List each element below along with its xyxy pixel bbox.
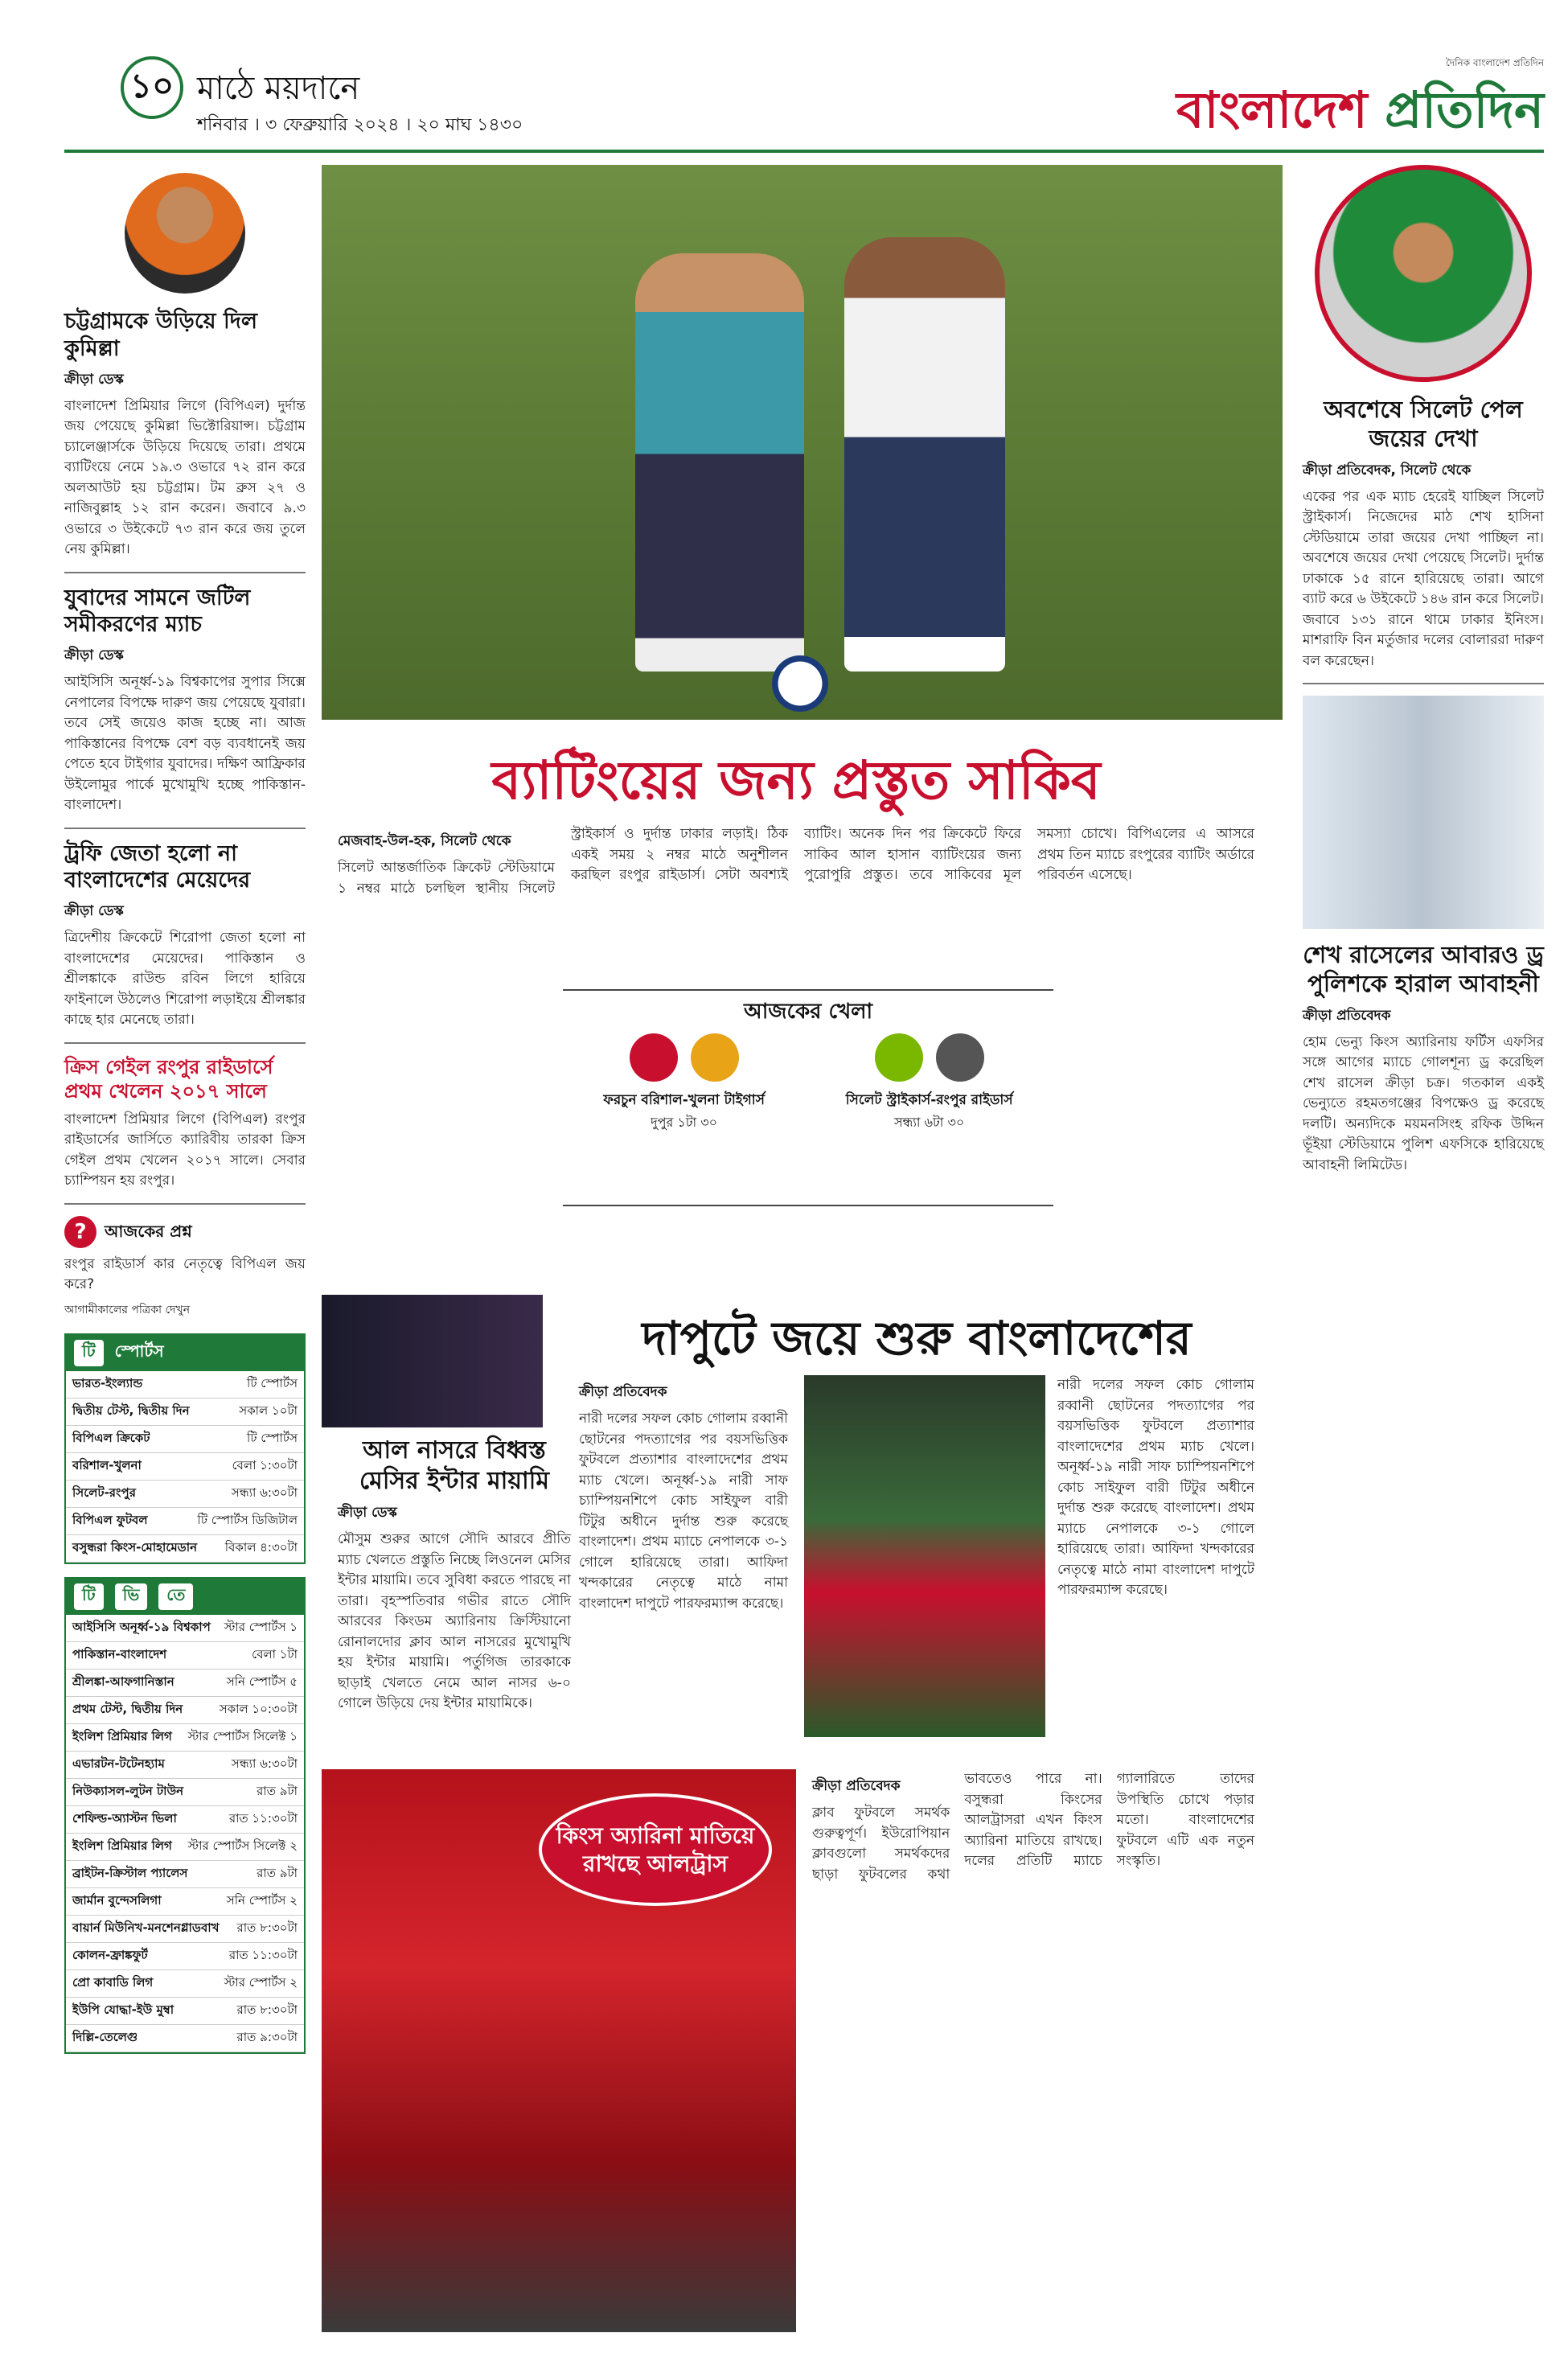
women-story-continued [1057, 1375, 1254, 1601]
schedule-channel-time: টি স্পোর্টস ডিজিটাল [197, 1512, 298, 1527]
schedule-event: বায়ার্ন মিউনিখ-মনশেনগ্লাডবাখ [72, 1920, 220, 1935]
match-item [603, 1033, 765, 1134]
schedule-row [66, 1481, 304, 1508]
todays-matches-card [563, 989, 1053, 1206]
kings-headline-badge [539, 1793, 772, 1906]
schedule-event: নিউক্যাসল-লুটন টাউন [72, 1783, 184, 1798]
keeper-portrait-circle [1315, 165, 1532, 382]
schedule-row [66, 1916, 304, 1943]
schedule-event: ভারত-ইংল্যান্ড [72, 1375, 143, 1390]
left-column [64, 165, 306, 2054]
story-body: ত্রিদেশীয় ক্রিকেটে শিরোপা জেতা হলো না বাংলাদেশের মেয়েদের। পাকিস্তান ও শ্রীলঙ্কাকে রাউন্ড রবিন লিগে হারিয়ে ফাইনালে উঠলেও শিরোপা লড়াইয়ে শ্রীলঙ্কার কাছে হার মেনেছে তারা। [64, 930, 306, 1028]
schedule-event: কোলন-ফ্রাঙ্কফুর্ট [72, 1947, 148, 1962]
schedule-channel-time: বেলা ১টা [252, 1646, 298, 1661]
story-byline: ক্রীড়া প্রতিবেদক [579, 1384, 667, 1400]
schedule-channel-time: রাত ৮:৩০টা [236, 1920, 298, 1935]
schedule-channel-time: রাত ১১:৩০টা [228, 1810, 298, 1826]
schedule-channel-time: স্টার স্পোর্টস ১ [224, 1619, 298, 1634]
schedule-event: পাকিস্তান-বাংলাদেশ [72, 1646, 167, 1661]
story-byline: ক্রীড়া ডেস্ক [338, 1505, 397, 1521]
lead-photo [322, 165, 1283, 720]
story-headline: ক্রিস গেইল রংপুর রাইডার্সে প্রথম খেলেন ২০১৭ সালে [64, 1054, 273, 1103]
team-logo-icon [630, 1033, 678, 1082]
schedule-row [66, 1888, 304, 1916]
schedule-row [66, 1779, 304, 1806]
kings-arena-photo [322, 1769, 796, 2332]
schedule-channel-time: টি স্পোর্টস [247, 1375, 298, 1390]
schedule-event: দিল্লি-তেলেগু [72, 2029, 138, 2044]
schedule-event: বিপিএল ক্রিকেট [72, 1430, 150, 1445]
match-time: সন্ধ্যা ৬টা ৩০ [894, 1114, 965, 1130]
schedule-row [66, 1834, 304, 1861]
header-chip: টি [74, 1340, 104, 1366]
schedule-channel-time: বেলা ১:৩০টা [232, 1457, 298, 1472]
story-body: আইসিসি অনূর্ধ্ব-১৯ বিশ্বকাপের সুপার সিক্সে নেপালের বিপক্ষে দারুণ জয় পেয়েছে যুবারা। তবে সেই জয়েও কাজ হচ্ছে না। আজ পাকিস্তানের বিপক্ষে বেশ বড় ব্যবধানেই জয় পেতে হবে টাইগার যুবাদের। দক্ষিণ আফ্রিকার উইলোমুর পার্কে মুখোমুখি হচ্ছে পাকিস্তান-বাংলাদেশ। [64, 674, 306, 813]
women-headline: দাপুটে জয়ে শুরু বাংলাদেশের [642, 1311, 1192, 1366]
right-column [1303, 165, 1544, 1176]
divider [64, 1042, 306, 1044]
schedule-row [66, 1371, 304, 1399]
schedule-row [66, 2025, 304, 2052]
quiz-note: আগামীকালের পত্রিকা দেখুন [64, 1303, 191, 1316]
schedule-row [66, 1642, 304, 1670]
schedule-row [66, 1970, 304, 1998]
divider [1303, 683, 1544, 684]
schedule-event: আইসিসি অনূর্ধ্ব-১৯ বিশ্বকাপ [72, 1619, 211, 1634]
match-teams: সিলেট স্ট্রাইকার্স-রংপুর রাইডার্স [845, 1091, 1013, 1108]
schedule-row [66, 1943, 304, 1970]
table-body [66, 1615, 304, 2052]
schedule-channel-time: রাত ৯:৩০টা [236, 2029, 298, 2044]
schedule-channel-time: সন্ধ্যা ৬:৩০টা [231, 1485, 298, 1500]
team-logo-icon [936, 1033, 984, 1082]
schedule-event: বসুন্ধরা কিংস-মোহামেডান [72, 1539, 198, 1555]
divider [64, 828, 306, 829]
story-byline: ক্রীড়া ডেস্ক [64, 903, 124, 919]
women-story [579, 1375, 788, 1614]
schedule-channel-time: সকাল ১০টা [239, 1403, 298, 1418]
schedule-event: ইংলিশ প্রিমিয়ার লিগ [72, 1838, 172, 1853]
kings-story [812, 1769, 1254, 1885]
schedule-row [66, 1752, 304, 1779]
divider [64, 572, 306, 573]
schedule-row [66, 1861, 304, 1888]
card-title: আজকের খেলা [743, 1000, 873, 1024]
schedule-channel-time: সকাল ১০:৩০টা [219, 1701, 298, 1716]
table-body [66, 1371, 304, 1563]
story-body: নারী দলের সফল কোচ গোলাম রব্বানী ছোটনের পদত্যাগের পর বয়সভিত্তিক ফুটবলে প্রত্যাশার বাংলাদেশের প্রথম ম্যাচ খেলে। অনূর্ধ্ব-১৯ নারী সাফ চ্যাম্পিয়নশিপে কোচ সাইফুল বারী টিটুর অধীনে দুর্দান্ত শুরু করেছে বাংলাদেশ। প্রথম ম্যাচে নেপালকে ৩-১ গোলে হারিয়েছে তারা। আফিদা খন্দকারের নেতৃত্বে মাঠে নামা বাংলাদেশ দাপুটে পারফরম্যান্স করেছে। [579, 1411, 788, 1612]
team-logo-icon [691, 1033, 739, 1082]
schedule-channel-time: টি স্পোর্টস [247, 1430, 298, 1445]
schedule-event: সিলেট-রংপুর [72, 1485, 136, 1500]
story-headline: চট্টগ্রামকে উড়িয়ে দিল কুমিল্লা [64, 309, 257, 361]
question-icon: ? [64, 1216, 96, 1248]
schedule-channel-time: রাত ৯টা [257, 1865, 298, 1880]
quiz-box [64, 1216, 306, 1248]
schedule-row [66, 1453, 304, 1481]
player-figure [635, 253, 804, 672]
team-logo-icon [875, 1033, 923, 1082]
match-time: দুপুর ১টা ৩০ [651, 1114, 718, 1130]
story-headline: শেখ রাসেলের আবারও ড্র পুলিশকে হারাল আবাহনী [1303, 941, 1544, 998]
table-header [66, 1335, 304, 1371]
quiz-question: রংপুর রাইডার্স কার নেতৃত্বে বিপিএল জয় করে? [64, 1255, 306, 1292]
story-body: বাংলাদেশ প্রিমিয়ার লিগে (বিপিএল) রংপুর রাইডার্সের জার্সিতে ক্যারিবীয় তারকা ক্রিস গেইল প্রথম খেলেন ২০১৭ সালে। সেবার চ্যাম্পিয়ন হয় রংপুর। [64, 1111, 306, 1189]
story-byline: ক্রীড়া ডেস্ক [64, 371, 124, 388]
schedule-event: ইংলিশ প্রিমিয়ার লিগ [72, 1728, 172, 1744]
schedule-row [66, 1615, 304, 1642]
player-portrait-circle [125, 173, 245, 294]
lead-story [338, 824, 1254, 899]
player-figure [844, 237, 1005, 672]
brand-logo [1176, 56, 1544, 155]
match-item [846, 1033, 1013, 1134]
football [772, 655, 828, 712]
award-photo [1303, 696, 1544, 929]
schedule-row [66, 1697, 304, 1724]
schedule-row [66, 1998, 304, 2025]
brand-name [1176, 72, 1544, 155]
match-teams: ফরচুন বরিশাল-খুলনা টাইগার্স [603, 1091, 765, 1108]
story-body: মৌসুম শুরুর আগে সৌদি আরবে প্রীতি ম্যাচ খেলতে প্রস্তুতি নিচ্ছে লিওনেল মেসির ইন্টার মায়ামি। তবে সুবিধা করতে পারছে না তারা। বৃহস্পতিবার গভীর রাতে সৌদি আরবের কিংডম অ্যারিনায় ক্রিস্টিয়ানো রোনালদোর ক্লাব আল নাসরের মুখোমুখি হয় ইন্টার মায়ামি। পর্তুগিজ তারকাকে ছাড়াই খেলতে নেমে আল নাসর ৬-০ গোলে উড়িয়ে দেয় ইন্টার মায়ামিকে। [338, 1531, 571, 1711]
brand-tagline: দৈনিক বাংলাদেশ প্রতিদিন [1445, 57, 1544, 68]
kings-headline: কিংস অ্যারিনা মাতিয়ে রাখছে আলট্রাস [556, 1822, 755, 1877]
tv-schedule-tsports [64, 1333, 306, 1564]
lead-headline: ব্যাটিংয়ের জন্য প্রস্তুত সাকিব [491, 749, 1101, 811]
story-body: সিলেট আন্তর্জাতিক ক্রিকেট স্টেডিয়ামে ১ নম্বর মাঠে চলছিল স্থানীয় সিলেট স্ট্রাইকার্স ও দুর্দান্ত ঢাকার লড়াই। ঠিক একই সময় ২ নম্বর মাঠে অনুশীলন করছিল রংপুর রাইডার্স। সেটা অবশ্যই ব্যাটিং। অনেক দিন পর ক্রিকেটে ফিরে সাকিব আল হাসান ব্যাটিংয়ের জন্য পুরোপুরি প্রস্তুত। তবে সাকিবের মূল সমস্যা চোখে। বিপিএলের এ আসরে প্রথম তিন ম্যাচে রংপুরের ব্যাটিং অর্ডারে পরিবর্তন এসেছে। [338, 826, 1254, 897]
schedule-event: জার্মান বুন্দেসলিগা [72, 1892, 162, 1908]
schedule-channel-time: সন্ধ্যা ৬:৩০টা [231, 1756, 298, 1771]
story-headline: ট্রফি জেতা হলো না বাংলাদেশের মেয়েদের [64, 840, 251, 893]
schedule-channel-time: রাত ১১:৩০টা [228, 1947, 298, 1962]
quiz-title: আজকের প্রশ্ন [105, 1222, 192, 1241]
schedule-event: শ্রীলঙ্কা-আফগানিস্তান [72, 1674, 174, 1689]
schedule-row [66, 1806, 304, 1834]
schedule-channel-time: সনি স্পোর্টস ২ [226, 1892, 298, 1908]
masthead [64, 48, 1544, 153]
story-byline: ক্রীড়া প্রতিবেদক [1303, 1007, 1391, 1024]
story-body: বাংলাদেশ প্রিমিয়ার লিগে (বিপিএল) দুর্দান্ত জয় পেয়েছে কুমিল্লা ভিক্টোরিয়ান্স। চট্টগ্রাম চ্যালেঞ্জার্সকে উড়িয়ে দিয়েছে তারা। প্রথমে ব্যাটিংয়ে নেমে ১৯.৩ ওভারে ৭২ রান করে অলআউট হয় চট্টগ্রাম। টম ব্রুস ২৭ ও নাজিবুল্লাহ ১২ রান করেন। জবাবে ৯.৩ ওভারে ৩ উইকেটে ৭৩ রান করে জয় তুলে নেয় কুমিল্লা। [64, 397, 306, 557]
section-title: মাঠে ময়দানে [197, 70, 360, 107]
schedule-channel-time: স্টার স্পোর্টস ২ [224, 1974, 298, 1990]
page-number: ১০ [121, 56, 183, 119]
story-body: ক্লাব ফুটবলে সমর্থক গুরুত্বপূর্ণ। ইউরোপিয়ান ক্লাবগুলো সমর্থকদের ছাড়া ফুটবলের কথা ভাবতেও পারে না। বসুন্ধরা কিংসের আলট্রাসরা এখন কিংস অ্যারিনা মাতিয়ে রাখছে। দলের প্রতিটি ম্যাচে গ্যালারিতে তাদের উপস্থিতি চোখে পড়ার মতো। বাংলাদেশের ফুটবলে এটি এক নতুন সংস্কৃতি। [812, 1771, 1254, 1883]
header-chip: তে [158, 1583, 193, 1610]
story-byline: ক্রীড়া ডেস্ক [64, 647, 124, 663]
schedule-event: শেফিল্ড-অ্যাস্টন ভিলা [72, 1810, 177, 1826]
schedule-row [66, 1426, 304, 1453]
schedule-event: দ্বিতীয় টেস্ট, দ্বিতীয় দিন [72, 1403, 190, 1418]
story-body: হোম ভেন্যু কিংস অ্যারিনায় ফর্টিস এফসির সঙ্গে আগের ম্যাচে গোলশূন্য ড্র করেছিল শেখ রাসেল ক্রীড়া চক্র। গতকাল একই ভেন্যুতে রহমতগঞ্জের বিপক্ষেও ড্র করেছে দলটি। অন্যদিকে ময়মনসিংহ রফিক উদ্দিন ভূঁইয়া স্টেডিয়ামে পুলিশ এফসিকে হারিয়েছে আবাহনী লিমিটেড। [1303, 1033, 1544, 1173]
schedule-row [66, 1670, 304, 1697]
tv-schedule-on-tv [64, 1577, 306, 2054]
schedule-event: প্রথম টেস্ট, দ্বিতীয় দিন [72, 1701, 183, 1716]
schedule-channel-time: সনি স্পোর্টস ৫ [226, 1674, 298, 1689]
header-chip: টি [74, 1583, 104, 1610]
messi-story [338, 1435, 571, 1715]
header-label: স্পোর্টস [114, 1341, 164, 1361]
schedule-channel-time: স্টার স্পোর্টস সিলেক্ট ১ [187, 1728, 298, 1744]
women-team-photo [804, 1375, 1045, 1737]
story-body: নারী দলের সফল কোচ গোলাম রব্বানী ছোটনের পদত্যাগের পর বয়সভিত্তিক ফুটবলে প্রত্যাশার বাংলাদেশের প্রথম ম্যাচ খেলে। অনূর্ধ্ব-১৯ নারী সাফ চ্যাম্পিয়নশিপে কোচ সাইফুল বারী টিটুর অধীনে দুর্দান্ত শুরু করেছে বাংলাদেশ। প্রথম ম্যাচে নেপালকে ৩-১ গোলে হারিয়েছে তারা। আফিদা খন্দকারের নেতৃত্বে মাঠে নামা বাংলাদেশ দাপুটে পারফরম্যান্স করেছে। [1057, 1377, 1254, 1598]
schedule-channel-time: বিকাল ৪:৩০টা [224, 1539, 298, 1555]
brand-name-part1: বাংলাদেশ [1176, 80, 1368, 139]
messi-photo [322, 1295, 543, 1427]
schedule-row [66, 1535, 304, 1563]
story-byline: মেজবাহ-উল-হক, সিলেট থেকে [338, 833, 511, 849]
story-headline: অবশেষে সিলেট পেল জয়ের দেখা [1324, 396, 1523, 453]
schedule-event: এভারটন-টটেনহ্যাম [72, 1756, 165, 1771]
schedule-channel-time: রাত ৯টা [257, 1783, 298, 1798]
schedule-row [66, 1724, 304, 1752]
schedule-row [66, 1399, 304, 1426]
schedule-channel-time: রাত ৮:৩০টা [236, 2002, 298, 2017]
header-chip: ভি [115, 1583, 148, 1610]
story-byline: ক্রীড়া প্রতিবেদক, সিলেট থেকে [1303, 462, 1472, 478]
schedule-event: বরিশাল-খুলনা [72, 1457, 142, 1472]
brand-name-part2: প্রতিদিন [1385, 80, 1544, 139]
schedule-event: ব্রাইটন-ক্রিস্টাল প্যালেস [72, 1865, 188, 1880]
story-headline: আল নাসরে বিধ্বস্ত মেসির ইন্টার মায়ামি [359, 1436, 549, 1495]
story-headline: যুবাদের সামনে জটিল সমীকরণের ম্যাচ [64, 585, 251, 638]
schedule-event: ইউপি যোদ্ধা-ইউ মুম্বা [72, 2002, 174, 2017]
schedule-channel-time: স্টার স্পোর্টস সিলেক্ট ২ [187, 1838, 298, 1853]
divider [64, 1203, 306, 1205]
date-line: শনিবার । ৩ ফেব্রুয়ারি ২০২৪ । ২০ মাঘ ১৪৩০ [197, 115, 523, 135]
story-byline: ক্রীড়া প্রতিবেদক [812, 1778, 901, 1794]
story-body: একের পর এক ম্যাচ হেরেই যাচ্ছিল সিলেট স্ট্রাইকার্স। নিজেদের মাঠ শেখ হাসিনা স্টেডিয়ামে তারা জয়ের দেখা পাচ্ছিল না। অবশেষে জয়ের দেখা পেয়েছে সিলেট। দুর্দান্ত ঢাকাকে ১৫ রানে হারিয়েছে তারা। আগে ব্যাট করে ৬ উইকেটে ১৪৬ রান করে সিলেট। জবাবে ১৩১ রানে থামে ঢাকার ইনিংস। মাশরাফি বিন মর্তুজার দলের বোলাররা দারুণ বল করেছেন। [1303, 488, 1544, 669]
schedule-event: প্রো কাবাডি লিগ [72, 1974, 154, 1990]
schedule-event: বিপিএল ফুটবল [72, 1512, 148, 1527]
table-header [66, 1579, 304, 1615]
schedule-row [66, 1508, 304, 1535]
